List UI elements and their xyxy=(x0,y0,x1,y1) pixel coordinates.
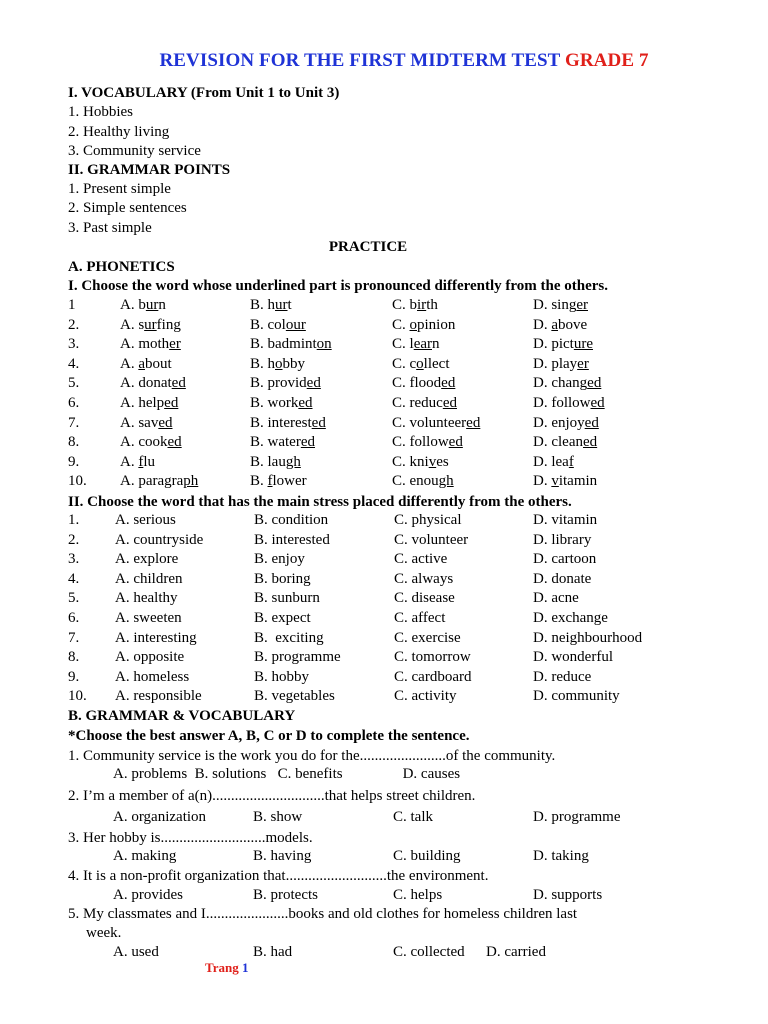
word-part: th xyxy=(426,297,438,313)
option-b: B. protects xyxy=(253,887,318,903)
underlined-part: f xyxy=(138,453,144,470)
option-a xyxy=(120,296,166,314)
option-a xyxy=(120,394,178,412)
underlined-part: ed xyxy=(298,395,313,411)
stress-row xyxy=(0,589,768,607)
option-b: B. vegetables xyxy=(254,688,335,705)
option-d xyxy=(533,453,574,471)
underlined-part: ed xyxy=(590,395,605,411)
row-number: 6. xyxy=(68,395,80,411)
stress-row xyxy=(0,550,768,568)
question-5: 5. My classmates and I......................books and old clothes for homeless children last xyxy=(68,906,578,922)
question-5-options xyxy=(0,943,768,961)
option-b: B. expect xyxy=(254,610,311,626)
underlined-part: ed xyxy=(448,434,463,451)
practice-heading: PRACTICE xyxy=(328,239,408,255)
underlined-part: er xyxy=(169,336,181,353)
word-part: t xyxy=(287,297,292,313)
option-a: A. serious xyxy=(115,512,176,528)
underlined-part: ed xyxy=(171,375,186,392)
underlined-part: f xyxy=(267,473,273,490)
phonetics-row xyxy=(0,296,768,314)
option-c: C. cardboard xyxy=(394,668,472,685)
word-part: C. volunteer xyxy=(392,414,467,431)
option-d: D. supports xyxy=(533,887,603,903)
underlined-part: our xyxy=(285,316,306,333)
option-c xyxy=(392,414,480,432)
phonetics-row xyxy=(0,316,768,334)
option-a: A. interesting xyxy=(115,629,197,646)
underlined-part: ed xyxy=(311,414,326,431)
option-c: C. disease xyxy=(394,590,455,607)
word-part: A. donat xyxy=(120,375,172,392)
option-a xyxy=(120,414,173,432)
row-number: 6. xyxy=(68,610,80,626)
option-d: D. cartoon xyxy=(533,551,597,568)
option-c xyxy=(392,316,455,334)
phonetics-row xyxy=(0,414,768,432)
phonetics-heading: A. PHONETICS xyxy=(68,259,175,275)
underlined-part: ed xyxy=(587,375,602,392)
option-a xyxy=(120,335,181,353)
underlined-part: ed xyxy=(466,414,481,431)
phonetics-row xyxy=(0,472,768,490)
underlined-part: a xyxy=(551,316,559,333)
option-a: A. healthy xyxy=(115,590,178,607)
word-part: B. lau xyxy=(250,453,286,470)
option-c xyxy=(392,374,455,392)
option-a: A. countryside xyxy=(115,531,204,548)
stress-row xyxy=(0,511,768,529)
word-part: A. sav xyxy=(120,414,159,431)
underlined-part: gh xyxy=(285,453,301,470)
word-part: D. sing xyxy=(533,297,577,313)
underlined-part: ir xyxy=(417,297,427,313)
underlined-part: ear xyxy=(413,336,432,353)
option-d xyxy=(533,316,587,334)
option-d: D. donate xyxy=(533,570,592,587)
stress-row xyxy=(0,668,768,686)
vocab-item: 3. Community service xyxy=(68,143,201,159)
option-d: D. taking xyxy=(533,848,589,864)
option-a: A. used xyxy=(113,944,159,960)
underlined-part: ed xyxy=(164,395,179,411)
option-c: C. always xyxy=(394,570,454,587)
option-c: C. active xyxy=(394,551,448,568)
option-d: D. carried xyxy=(486,944,546,960)
option-a: A. homeless xyxy=(115,668,190,685)
row-number: 9. xyxy=(68,668,80,685)
underlined-part: on xyxy=(316,336,332,353)
option-d xyxy=(533,355,589,373)
word-part: n xyxy=(158,297,166,313)
phonetics-row xyxy=(0,355,768,373)
option-d: D. exchange xyxy=(533,610,608,626)
word-part: C. xyxy=(392,316,410,333)
option-a: A. provides xyxy=(113,887,183,903)
phonetics-row xyxy=(0,453,768,471)
word-part: B. provid xyxy=(250,375,307,392)
row-number: 1 xyxy=(68,297,76,313)
row-number: 8. xyxy=(68,434,80,451)
option-d xyxy=(533,433,597,451)
option-b xyxy=(250,472,307,490)
option-d xyxy=(533,296,588,314)
word-part: D. enjoy xyxy=(533,414,585,431)
option-d: D. reduce xyxy=(533,668,592,685)
word-part: D. pict xyxy=(533,336,574,353)
underlined-part: ur xyxy=(275,297,288,313)
underlined-part: ed xyxy=(158,414,173,431)
stress-row xyxy=(0,531,768,549)
row-number: 2. xyxy=(68,531,80,548)
underlined-part: ed xyxy=(442,395,457,411)
underlined-part: ed xyxy=(306,375,321,392)
underlined-part: a xyxy=(138,355,146,372)
grammar-heading: II. GRAMMAR POINTS xyxy=(68,162,231,178)
word-part: llect xyxy=(423,355,450,372)
word-part: D. play xyxy=(533,355,578,372)
option-c: C. talk xyxy=(393,809,433,825)
row-number: 9. xyxy=(68,453,80,470)
phonetics-row xyxy=(0,335,768,353)
gv-instruction: *Choose the best answer A, B, C or D to complete the sentence. xyxy=(68,728,470,744)
word-part: A. xyxy=(120,355,139,372)
word-part: es xyxy=(436,453,449,470)
option-a: A. opposite xyxy=(115,649,185,666)
word-part: n xyxy=(432,336,440,353)
word-part: A. paragra xyxy=(120,473,184,490)
row-number: 4. xyxy=(68,570,80,587)
option-c xyxy=(392,335,440,353)
grammar-item: 1. Present simple xyxy=(68,181,171,197)
option-d: D. community xyxy=(533,688,620,705)
word-part: lu xyxy=(143,453,156,470)
option-a: A. organization xyxy=(113,809,207,825)
option-d: D. library xyxy=(533,531,592,548)
option-a xyxy=(120,433,182,451)
stress-row xyxy=(0,648,768,666)
option-c: C. tomorrow xyxy=(394,649,471,666)
underlined-part: f xyxy=(568,453,574,470)
page-title: REVISION FOR THE FIRST MIDTERM TEST GRADE 7 xyxy=(159,50,649,71)
stress-instruction: II. Choose the word that has the main stress placed differently from the others. xyxy=(68,494,572,510)
word-part: pinion xyxy=(417,316,456,333)
grammar-item: 3. Past simple xyxy=(68,220,152,236)
row-number: 3. xyxy=(68,551,80,568)
word-part: A. cook xyxy=(120,434,168,451)
question-4: 4. It is a non-profit organization that...........................the environment. xyxy=(68,868,489,884)
word-part: bout xyxy=(145,355,172,372)
underlined-part: ed xyxy=(582,434,598,451)
underlined-part: ed xyxy=(584,414,599,431)
row-number: 10. xyxy=(68,473,87,490)
option-b xyxy=(250,433,315,451)
underlined-part: ed xyxy=(167,434,182,451)
option-c: C. exercise xyxy=(394,629,461,646)
underlined-part: o xyxy=(416,355,424,372)
word-part: C. c xyxy=(392,355,417,372)
option-d xyxy=(533,414,599,432)
word-part: B. xyxy=(250,473,268,490)
underlined-part: ure xyxy=(573,336,593,353)
option-d: D. acne xyxy=(533,590,579,607)
option-b xyxy=(250,316,306,334)
underlined-part: ph xyxy=(183,473,199,490)
question-2: 2. I’m a member of a(n)..............................that helps street children. xyxy=(68,788,476,804)
phonetics-row xyxy=(0,394,768,412)
option-c xyxy=(392,296,438,314)
option-a xyxy=(120,453,155,471)
option-b xyxy=(250,374,321,392)
page-footer: Trang 1 xyxy=(205,960,249,975)
option-b: B. show xyxy=(253,809,303,825)
option-c: C. building xyxy=(393,848,461,864)
phonetics-row xyxy=(0,433,768,451)
option-d: D. neighbourhood xyxy=(533,629,643,646)
option-a: A. explore xyxy=(115,551,179,568)
word-part: C. reduc xyxy=(392,395,443,411)
row-number: 2. xyxy=(68,316,80,333)
phonetics-instruction: I. Choose the word whose underlined part is pronounced differently from the others. xyxy=(68,278,609,294)
vocab-item: 1. Hobbies xyxy=(68,104,133,120)
option-d xyxy=(533,472,597,490)
vocabulary-heading: I. VOCABULARY (From Unit 1 to Unit 3) xyxy=(68,85,340,101)
question-2-options xyxy=(0,808,768,826)
option-b xyxy=(250,414,326,432)
option-b xyxy=(250,355,305,373)
option-c: C. activity xyxy=(394,688,457,705)
underlined-part: ur xyxy=(145,297,159,313)
option-c xyxy=(392,433,463,451)
word-part: B. badmint xyxy=(250,336,317,353)
stress-row xyxy=(0,687,768,705)
question-4-options xyxy=(0,886,768,904)
underlined-part: er xyxy=(577,355,589,372)
underlined-part: gh xyxy=(438,473,454,490)
option-d xyxy=(533,394,605,412)
option-a xyxy=(120,316,181,334)
option-b: B. sunburn xyxy=(254,590,320,607)
question-5-continued: week. xyxy=(86,925,122,941)
row-number: 7. xyxy=(68,629,80,646)
stress-row xyxy=(0,570,768,588)
option-d xyxy=(533,335,593,353)
option-b: B. had xyxy=(253,944,293,960)
word-part: B. h xyxy=(250,355,276,372)
underlined-part: ed xyxy=(300,434,315,451)
option-d: D. programme xyxy=(533,809,621,825)
option-d: D. wonderful xyxy=(533,649,613,666)
word-part: B. work xyxy=(250,395,299,411)
option-c: C. collected xyxy=(393,944,465,960)
option-a: A. responsible xyxy=(115,688,202,705)
underlined-part: ed xyxy=(441,375,456,392)
option-c xyxy=(392,355,450,373)
question-3-options xyxy=(0,847,768,865)
underlined-part: v xyxy=(551,473,559,490)
option-d: D. vitamin xyxy=(533,512,598,528)
row-number: 7. xyxy=(68,414,80,431)
stress-row xyxy=(0,629,768,647)
option-b: B. boring xyxy=(254,570,311,587)
gv-heading: B. GRAMMAR & VOCABULARY xyxy=(68,708,296,724)
word-part: D. clean xyxy=(533,434,583,451)
option-c: C. physical xyxy=(394,512,462,528)
row-number: 8. xyxy=(68,649,80,666)
word-part: C. enou xyxy=(392,473,439,490)
underlined-part: er xyxy=(576,297,588,313)
option-c xyxy=(392,453,449,471)
word-part: B. water xyxy=(250,434,301,451)
row-number: 4. xyxy=(68,355,80,372)
word-part: D. chang xyxy=(533,375,588,392)
word-part: C. b xyxy=(392,297,418,313)
stress-row xyxy=(0,609,768,627)
option-c xyxy=(392,394,457,412)
phonetics-row xyxy=(0,374,768,392)
word-part: bby xyxy=(282,355,306,372)
word-part: fing xyxy=(156,316,181,333)
option-b xyxy=(250,394,313,412)
option-c xyxy=(392,472,454,490)
word-part: C. l xyxy=(392,336,414,353)
vocab-item: 2. Healthy living xyxy=(68,124,170,140)
option-b xyxy=(250,453,301,471)
word-part: D. xyxy=(533,316,552,333)
option-c: C. affect xyxy=(394,610,446,626)
option-a xyxy=(120,374,186,392)
word-part: A. s xyxy=(120,316,145,333)
word-part: C. follow xyxy=(392,434,449,451)
word-part: B. interest xyxy=(250,414,312,431)
word-part: B. h xyxy=(250,297,276,313)
option-a: A. making xyxy=(113,848,177,864)
row-number: 5. xyxy=(68,590,80,607)
word-part: B. col xyxy=(250,316,286,333)
option-b: B. having xyxy=(253,848,312,864)
word-part: A. help xyxy=(120,395,165,411)
word-part: D. follow xyxy=(533,395,591,411)
option-c: C. helps xyxy=(393,887,443,903)
underlined-part: ur xyxy=(144,316,157,333)
option-a xyxy=(120,355,172,373)
word-part: D. xyxy=(533,473,552,490)
option-d xyxy=(533,374,601,392)
word-part: itamin xyxy=(558,473,598,490)
word-part: A. b xyxy=(120,297,146,313)
option-b: B. exciting xyxy=(254,629,324,646)
word-part: A. xyxy=(120,453,139,470)
option-b: B. interested xyxy=(254,531,330,548)
option-b: B. hobby xyxy=(254,668,310,685)
word-part: D. lea xyxy=(533,453,569,470)
option-b: B. condition xyxy=(254,512,329,528)
word-part: A. moth xyxy=(120,336,170,353)
option-b: B. programme xyxy=(254,649,341,666)
question-1: 1. Community service is the work you do for the.......................of the community. xyxy=(68,748,556,764)
option-a: A. sweeten xyxy=(115,610,182,626)
row-number: 10. xyxy=(68,688,87,705)
word-part: C. kni xyxy=(392,453,429,470)
option-b: B. enjoy xyxy=(254,551,305,568)
underlined-part: o xyxy=(409,316,418,333)
option-a: A. children xyxy=(115,570,183,587)
underlined-part: o xyxy=(275,355,283,372)
word-part: bove xyxy=(558,316,588,333)
option-a xyxy=(120,472,198,490)
row-number: 1. xyxy=(68,512,80,528)
word-part: lower xyxy=(272,473,307,490)
option-c: C. volunteer xyxy=(394,531,469,548)
word-part: C. flood xyxy=(392,375,442,392)
grammar-item: 2. Simple sentences xyxy=(68,200,187,216)
question-1-options: A. problems B. solutions C. benefits D. causes xyxy=(113,766,461,782)
question-3: 3. Her hobby is............................models. xyxy=(68,830,313,846)
row-number: 5. xyxy=(68,375,80,392)
option-b xyxy=(250,296,292,314)
underlined-part: v xyxy=(428,453,437,470)
option-b xyxy=(250,335,332,353)
row-number: 3. xyxy=(68,336,80,353)
